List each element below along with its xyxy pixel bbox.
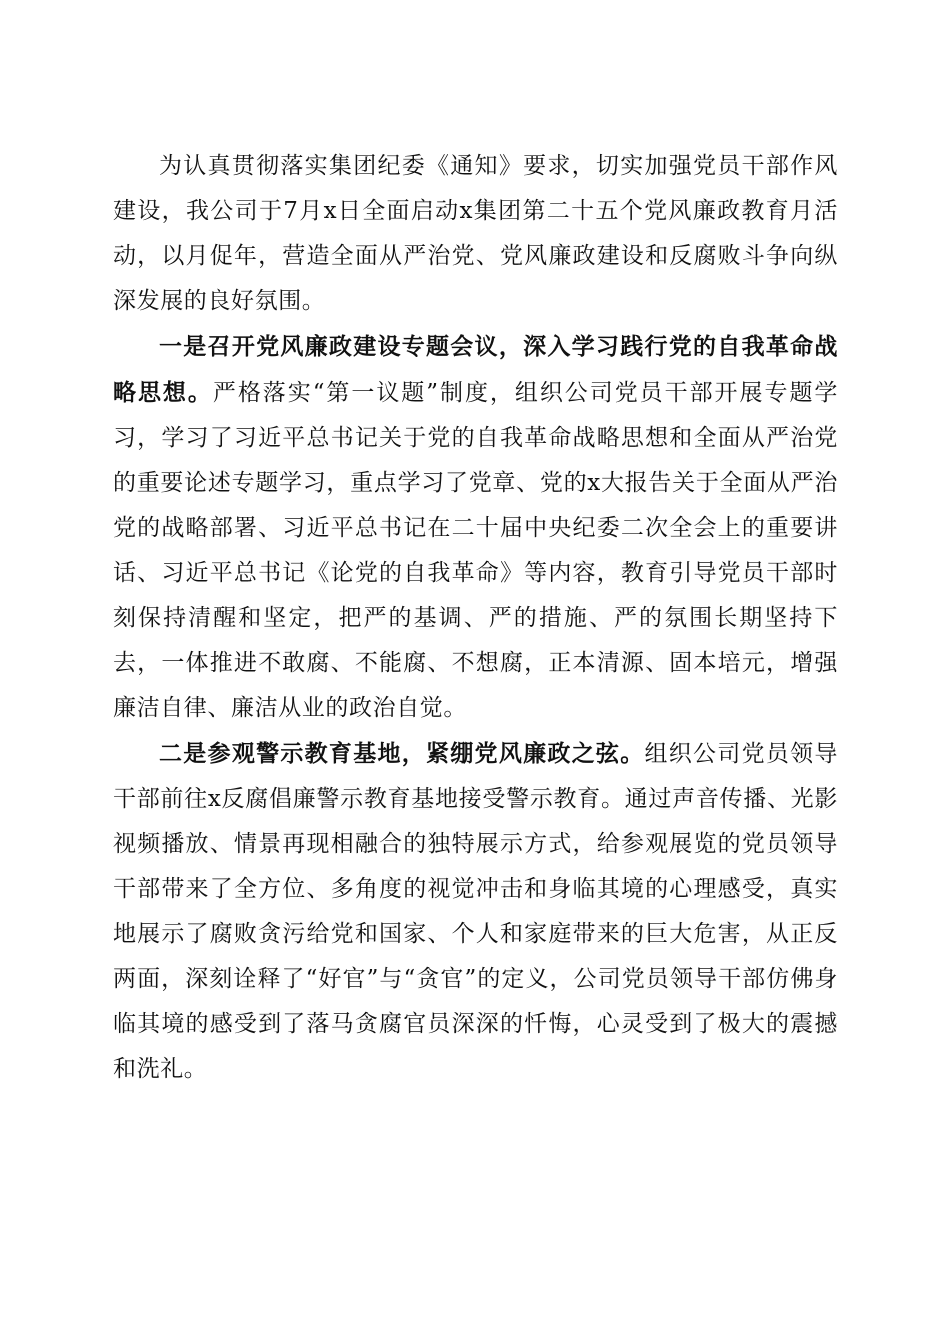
- paragraph-point-one: [113, 324, 838, 731]
- paragraph-text: 组织公司党员领导干部前往x反腐倡廉警示教育基地接受警示教育。通过声音传播、光影视频播放、情景再现相融合的独特展示方式，给参观展览的党员领导干部带来了全方位、多角度的视觉冲击和身临其境的心理感受，真实地展示了腐败贪污给党和国家、个人和家庭带来的巨大危害，从正反两面，深刻诠释了“好官”与“贪官”的定义，公司党员领导干部仿佛身临其境的感受到了落马贪腐官员深深的忏悔，心灵受到了极大的震撼和洗礼。: [113, 741, 838, 1082]
- paragraph-point-two: [113, 731, 838, 1092]
- paragraph-text: 严格落实“第一议题”制度，组织公司党员干部开展专题学习，学习了习近平总书记关于党的自我革命战略思想和全面从严治党的重要论述专题学习，重点学习了党章、党的x大报告关于全面从严治党的战略部署、习近平总书记在二十届中央纪委二次全会上的重要讲话、习近平总书记《论党的自我革命》等内容，教育引导党员干部时刻保持清醒和坚定，把严的基调、严的措施、严的氛围长期坚持下去，一体推进不敢腐、不能腐、不想腐，正本清源、固本培元，增强廉洁自律、廉洁从业的政治自觉。: [113, 380, 839, 721]
- paragraph-lead: 一是召开党风廉政建设专题会议，深入学习践行党的自我革命战略思想。: [113, 333, 838, 406]
- paragraph-text: 为认真贯彻落实集团纪委《通知》要求，切实加强党员干部作风建设，我公司于7月x日全面启动x集团第二十五个党风廉政教育月活动，以月促年，营造全面从严治党、党风廉政建设和反腐败斗争向纵深发展的良好氛围。: [113, 153, 838, 314]
- paragraph-intro: [113, 143, 838, 324]
- paragraph-lead: 二是参观警示教育基地，紧绷党风廉政之弦。: [159, 740, 645, 767]
- document-body: [113, 143, 838, 1092]
